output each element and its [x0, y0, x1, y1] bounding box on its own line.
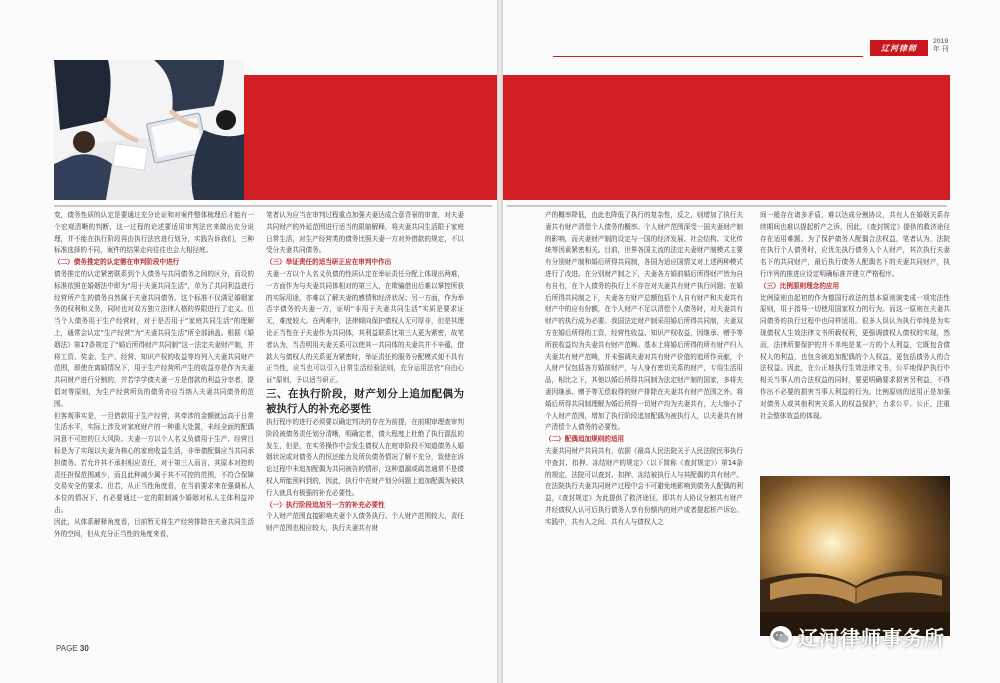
year-text: 2019	[933, 38, 949, 45]
section-rule-right	[553, 56, 863, 57]
meeting-illustration	[54, 60, 244, 200]
paragraph: 债务推定的认定紧密联系到个人债务与共同债务之间的区分，而设的标准依照在婚姻法中即为“用于夫妻共同生活”，单为了共同利益进行经营所产生的债务自然属于夫妻共同债务。这个标准不仅满足婚姻家务的权利和义务，同时也对双方独立法律人格的界限进行了定义。但当个人债务用于生产经营时，对于是否用于“家庭共同生活”的理解上，通常会认定“生产经营”为“夫妻共同生活”所全部涵盖。根据《婚姻法》第17条规定了“婚后所得财产共同制”这一法定夫妻财产制，并将工资、奖金、生产、经营、知识产权的收益等均列入夫妻共同财产范围，即使在离婚情况下，用于生产经营所产生的收益亦是作为夫妻共同财产进行分割的，并若学学债夫妻一方是借款的利益分享者，提倡对等原则，为生产经营所负的债务亦应当纳入夫妻共同债务的范围。	[54, 269, 254, 408]
paragraph: 执行程序的进行必须要以确定判决的存在为前提，在前期审理查审判阶段被债务责任划分清晰，明确定者，债大程度上杜绝了执行混乱的发生，但是，在实务操作中会发生债权人在庭审阶段不知道债务人婚姻状况或对债务人的恒还能力及所负债务情况了解不充分，致使在诉讼过程中未追加配偶为共同被告的情形，这种遗漏或疏忽通常不是债权人所能预料到的，因此，执行中在财产划分问题上追加配偶为被执行人就具有极强的补充必要性。	[266, 417, 464, 497]
section-rule-bottom	[507, 205, 947, 207]
paragraph: 夫妻一方以个人名义负债的性质认定在举证责任分配上体现出两难，一方面作为与夫妻共同体相对的第三人，在欺骗借出后难以掌控所获的实际用途，亦难以了解夫妻的感情和经济状况；另一方面，作为举否字债务的夫妻一方，证明“非用于夫妻共同生活”实质是要求证无，难度较大。在两难中，法律倾向保护债权人无可厚非，但是其理论正当性在于夫妻作为共同体，其利益联系比第三人更为紧密，故笔者认为，当否明用夫妻关系可以使其一共同体的夫妻共并不辛蕴，借款人与债权人的关系更为紧密时，举证责任的服务分配模式便不具有正当性，应当也可以引入日常生活经验法则，充分运用法官“自由心证”原则，予以适当研正。	[266, 269, 464, 385]
subheading: （二）配偶追加规则的适用	[545, 435, 625, 444]
red-banner-right	[503, 75, 950, 200]
yearbook-label	[933, 38, 948, 54]
page-prefix: PAGE	[56, 644, 78, 653]
red-banner-left	[232, 75, 497, 200]
paragraph: 变，债务性质的认定是要通过充分论证和对案件整体梳理后才能有一个宏观清晰的判断，这一过程的论述要适用审判法官来做出充分说理，并不能在执行阶段再由执行法官进行划分，实践告诉我们，三种标准选择的不同，案件的结果走向往往也会大相径庭。	[54, 211, 254, 255]
text-column-4	[760, 210, 950, 472]
book-sunset-photo	[760, 476, 950, 636]
book-illustration	[760, 476, 950, 636]
yearbook-text: 年 刊	[933, 46, 949, 53]
left-page	[0, 0, 497, 683]
brand-logo: 辽河律师	[870, 40, 928, 56]
subheading: （二）债务推定的认定需在审判阶段中进行	[54, 258, 180, 267]
paragraph: 夫妻共同财产共同共有，依据《最高人民法院关于人民法院民事执行中查封、扣押、冻结财产的规定》（以下简称《查封规定》）第14条的规定，法院可以查封、扣押、冻结被执行人与其配偶的共有财产。在法院执行夫妻共同财产过程中会不可避免地影响到债务人配偶的利益，《查封规定》为此提供了救济途径，即共有人协议分割共有财产并经债权人认可后执行债务人享有份额内的财产或者提起析产诉讼。实践中，共有人之间、共有人与债权人之	[545, 446, 743, 526]
paragraph: 间一般存在诸多矛盾，难以达成分割协议，共有人在婚姻关系存续期间也难以提起析产之诉，因此，《查封规定》提供的救济途径存在适用难题。为了保护债务人配偶合法权益，笔者认为，法院在执行个人债务时，应优先执行债务人个人财产，其次执行夫妻名下的共同财产，最后执行债务人配偶名下的夫妻共同财产，执行序列的推进应设定明确标准并建立严格程序。	[760, 211, 950, 278]
paragraph: 因此，从体系解释角度看，目前暂无将生产经营排除在夫妻共同生活外的空间，但从充分正当性的角度来看，	[54, 517, 254, 538]
page-footer	[56, 644, 89, 653]
text-column-3	[545, 210, 743, 630]
paragraph: 比例原则由起初的作为德国行政法的基本原则演变成一项宪法性原则，用于指导一切使用国家权力的行为。而这一原则在夫妻共同债务的执行过程中也同样适用。很多人误认为执行单纯是为实现债权人生效法律文书所载权利，更强调债权人债权的实现，然而，法律所要保护的并不单纯是某一方的个人利益，它既包含债权人的利益，也包含被追加配偶的个人权益，更包括债务人的合法权益。因此，在公正地执行生效法律文书，公平地保护执行中相关当事人的合法权益的同时，要更明确要求损害另利益，不得作出不必要的损害当事人利益的行为。比例原则的适用正是加强对债务人或其他利害关系人的权益保护，力求公平、公正，注重社会整体效益的体现。	[760, 293, 950, 420]
business-meeting-photo	[54, 60, 244, 200]
text-column-1	[54, 210, 254, 630]
watermark-text: 辽河律师事务所	[798, 626, 945, 650]
subheading: （三）举证责任的适当研正应在审判中作出	[266, 258, 392, 267]
paragraph: 笔者认为应当在审判过程重点加强夫妻达成合意背景的审查，对夫妻共同财产的外延范围进行适当的限缩解释，将夫妻共同生活限于家庭日常生活，对生产经营类的债务比照夫妻一方对外借款的规定，不以受分夫妻共同债务。	[266, 211, 464, 255]
paragraph: 产的概率降低，由此也降低了执行的复杂性，反之，则增加了执行夫妻共有财产清偿个人债务的概率。个人财产范围深受一国夫妻财产制的影响，而夫妻财产制的设定与一国的经济发展、社会结构、文化传统等因素紧密相关。目前，世界各国主流的法定夫妻财产制模式主要有分别财产制和婚后所得共同制，各国为适应国情又对上述两种模式进行了改进。在分别财产制之下，夫妻各方婚前婚后所得财产皆为自有自有，在个人债务的执行上不存在对夫妻共有财产执行问题；在婚后所得共同制之下，夫妻各方财产总额包括个人自有财产和夫妻共有财产中的应有份额，在个人财产不足以清偿个人债务时，对夫妻共有财产的执行成为必要。我国法定财产制采用婚后所得共同制，夫妻双方在婚后所得的工资、经营性收益、知识产权收益，因继承、赠予等所获收益均为夫妻共有财产范畴。基本上将婚后所得的所有财产归入夫妻共有财产范畴，并未强调夫妻对共有财产价值的追所作贡献，个人财产仅包括各方婚前财产，与人身有密切关系的财产，专用生活用品，相比之下，其他以婚后所得共同制为法定财产制的国家，多将夫妻因继承、赠予等无偿取得的财产排除在夫妻共有财产范围之外。将婚后所得共同制理解为婚后所得一切财产均为夫妻共有，大大缩小了个人财产范围，增加了执行阶段追加配偶为被执行人，以夫妻共有财产清偿个人债务的必要性。	[545, 211, 743, 432]
page-number: 30	[79, 644, 89, 653]
right-page	[503, 0, 1000, 683]
paragraph: 但客观事实是，一旦借款用于生产经营，其牵涉的金额就远高于日常生活水平，实际上涉及对家庭财产的一种重大处置，未经全面的配偶同意不可控的巨大风险。夫妻一方以个人名义负债用于生产、经营目标是为了实现以夫妻为核心的家庭收益生活，非举债配偶应当共同承担债务。若允许其不承担相应责任，对于第三人而言，其原本对控的责任担保范围减少，而且此种减少属于其不可控的范围，不符合保障交易安全的要求。但若，从正当性角度看，在当前要求来在强调私人本位的情况下，有必要通过一定的限制减少婚姻对私人主体利益冲击。	[54, 411, 254, 514]
wechat-icon	[770, 626, 792, 648]
text-column-2	[266, 210, 464, 630]
paragraph: 个人财产范围直接影响夫妻个人债务执行。个人财产范围较大，责任财产范围也相应较大，执行夫妻共有财	[266, 512, 464, 533]
wechat-watermark	[770, 622, 945, 651]
section-heading: 三、在执行阶段，财产划分上追加配偶为被执行人的补充必要性	[266, 387, 464, 415]
subheading: （三）比例原则理念的应用	[760, 281, 840, 290]
section-rule-left	[54, 205, 492, 207]
subheading: （一）执行阶段追加另一方的补充必要性	[266, 500, 385, 509]
